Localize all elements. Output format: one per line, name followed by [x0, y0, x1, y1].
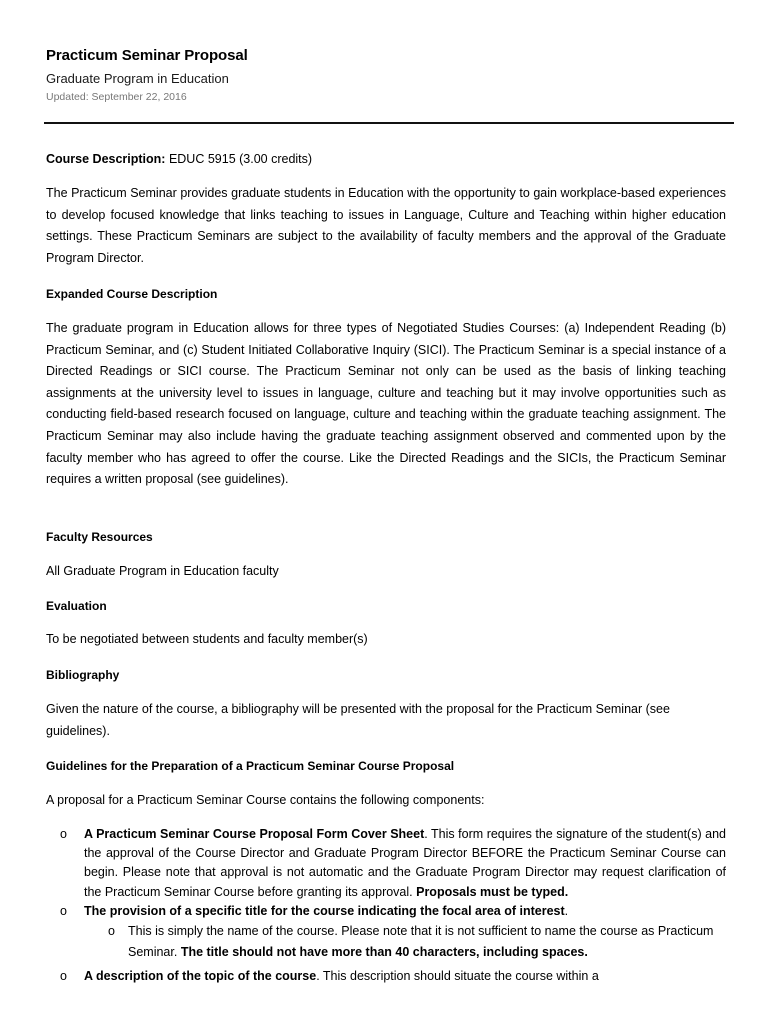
item-bold-lead: A description of the topic of the course [84, 969, 317, 984]
sub-item-bold-tail: The title should not have more than 40 characters, including spaces. [180, 945, 588, 960]
list-item [46, 902, 726, 963]
course-description-label: Course Description: [46, 152, 166, 166]
bullet-icon: o [60, 827, 67, 841]
sub-item-text: This is simply the name of the course. Please note that it is not sufficient to name the course as Practicum Seminar. [128, 924, 714, 960]
guidelines-heading: Guidelines for the Preparation of a Practicum Seminar Course Proposal [46, 759, 455, 773]
item-bold-lead: A Practicum Seminar Course Proposal Form Cover Sheet [84, 827, 425, 841]
bullet-icon: o [60, 903, 67, 918]
list-item [46, 825, 726, 902]
components-list [46, 825, 726, 986]
document-subtitle: Graduate Program in Education [46, 71, 229, 86]
evaluation-heading: Evaluation [46, 599, 107, 613]
item-text: . [564, 903, 569, 918]
course-description-value: EDUC 5915 (3.00 credits) [165, 152, 313, 166]
faculty-heading: Faculty Resources [46, 530, 153, 544]
item-text: . This description should situate the course within a [316, 969, 599, 984]
evaluation-body: To be negotiated between students and faculty member(s) [46, 632, 368, 646]
course-description-line [46, 149, 726, 171]
guidelines-intro: A proposal for a Practicum Seminar Course contains the following components: [46, 793, 485, 807]
expanded-body: The graduate program in Education allows for three types of Negotiated Studies Courses: (a) Independent Reading (b) Practicum Seminar, and (c) Student Initiated Collaborative Inquiry (SICI). The Practicum Seminar is a special instance of a Directed Readings or SICI course. The Practicum Seminar not only can be used as the basis of linking teaching assignments at the university level to issues in language, culture and teaching but it may involve opportunities such as conducting field-based research focused on language, culture and teaching within the graduate teaching assignment. The Practicum Seminar may also include having the graduate teaching assignment observed and commented upon by the faculty member who has agreed to offer the course. Like the Directed Readings and the SICIs, the Practicum Seminar requires a written proposal (see guidelines). [46, 321, 726, 487]
bibliography-heading: Bibliography [46, 668, 120, 682]
list-item [46, 967, 726, 986]
bibliography-body: Given the nature of the course, a bibliography will be presented with the proposal for the Practicum Seminar (see guidelines). [46, 702, 670, 738]
item-text: . This form requires the signature of the student(s) and the approval of the Course Director and Graduate Program Director BEFORE the Practicum Seminar Course can begin. Please note that approval is not automatic and the Graduate Program Director may request clarification of the Practicum Seminar Course before granting its approval. [84, 827, 727, 899]
sub-list-item [46, 921, 726, 963]
item-bold-lead: The provision of a specific title for the course indicating the focal area of interest [84, 903, 565, 918]
item-bold-tail: Proposals must be typed. [416, 884, 569, 899]
bullet-icon: o [60, 969, 67, 984]
expanded-heading: Expanded Course Description [46, 287, 218, 301]
course-description-body: The Practicum Seminar provides graduate students in Education with the opportunity to gain workplace-based experiences to develop focused knowledge that links teaching to issues in Language, Culture and Teaching within higher education settings. These Practicum Seminars are subject to the availability of faculty members and the approval of the Graduate Program Director. [46, 186, 726, 265]
header-divider [44, 122, 734, 124]
document-title: Practicum Seminar Proposal [46, 47, 248, 64]
sub-list [84, 921, 726, 963]
faculty-body: All Graduate Program in Education faculty [46, 564, 279, 578]
updated-date: Updated: September 22, 2016 [46, 91, 187, 103]
bullet-icon: o [108, 924, 115, 939]
